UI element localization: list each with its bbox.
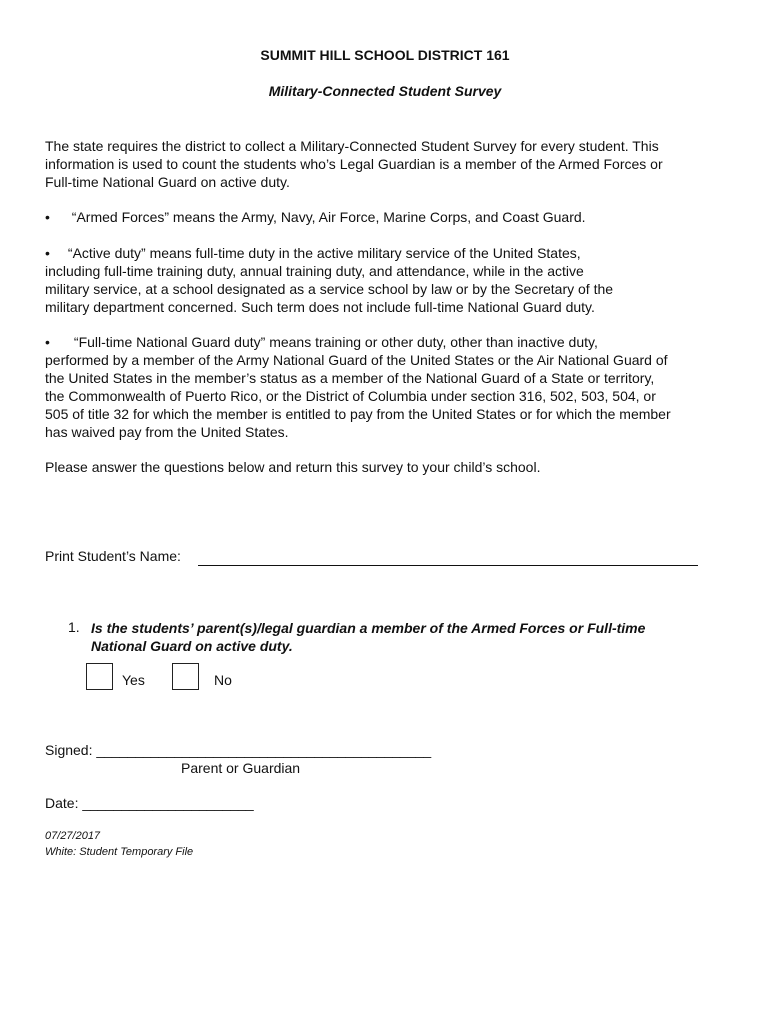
signature-caption: Parent or Guardian (181, 760, 301, 776)
definition-text: including full-time training duty, annual training duty, and attendance, while in the active (45, 263, 584, 279)
definition-text: the United States in the member’s status as a member of the National Guard of a State or territory, (45, 370, 655, 386)
intro-paragraph (45, 137, 735, 191)
question-line: Is the students’ parent(s)/legal guardian a member of the Armed Forces or Full-time (91, 620, 646, 636)
instruction-text: Please answer the questions below and return this survey to your child’s school. (45, 459, 541, 475)
question-number: 1. (68, 619, 80, 635)
yes-label: Yes (122, 672, 145, 688)
student-name-label: Print Student’s Name: (45, 548, 181, 564)
definition-text: has waived pay from the United States. (45, 424, 289, 440)
bullet: • (45, 209, 50, 225)
definition-text: “Full-time National Guard duty” means training or other duty, other than inactive duty, (73, 334, 598, 350)
footer-date: 07/27/2017 (45, 830, 101, 842)
definition-text: military department concerned. Such term does not include full-time National Guard duty. (45, 299, 595, 315)
yes-checkbox[interactable] (86, 663, 113, 690)
definition-armed-forces (45, 208, 735, 226)
footer-copy-note: White: Student Temporary File (45, 846, 194, 858)
date-field[interactable]: Date: ______________________ (45, 795, 254, 811)
definition-text: 505 of title 32 for which the member is entitled to pay from the United States or for which the member (45, 406, 671, 422)
definition-text: performed by a member of the Army National Guard of the United States or the Air National Guard of (45, 352, 668, 368)
student-name-field[interactable] (198, 565, 698, 566)
definition-text: military service, at a school designated as a service school by law or by the Secretary of the (45, 281, 614, 297)
no-checkbox[interactable] (172, 663, 199, 690)
definition-active-duty (45, 244, 735, 316)
intro-line: The state requires the district to collect a Military-Connected Student Survey for every student. This (45, 138, 659, 154)
intro-line: information is used to count the students who’s Legal Guardian is a member of the Armed Forces or (45, 156, 663, 172)
district-title: SUMMIT HILL SCHOOL DISTRICT 161 (260, 47, 510, 63)
definition-text: “Armed Forces” means the Army, Navy, Air Force, Marine Corps, and Coast Guard. (71, 209, 586, 225)
signature-field[interactable]: Signed: ___________________________________________ (45, 742, 432, 758)
question-text (91, 619, 731, 655)
bullet: • (45, 334, 50, 350)
no-label: No (214, 672, 232, 688)
question-line: National Guard on active duty. (91, 638, 293, 654)
definition-national-guard (45, 333, 735, 441)
survey-title: Military-Connected Student Survey (268, 83, 502, 99)
definition-text: “Active duty” means full-time duty in the active military service of the United States, (67, 245, 581, 261)
intro-line: Full-time National Guard on active duty. (45, 174, 290, 190)
definition-text: the Commonwealth of Puerto Rico, or the District of Columbia under section 316, 502, 503, 504, or (45, 388, 656, 404)
bullet: • (45, 245, 50, 261)
